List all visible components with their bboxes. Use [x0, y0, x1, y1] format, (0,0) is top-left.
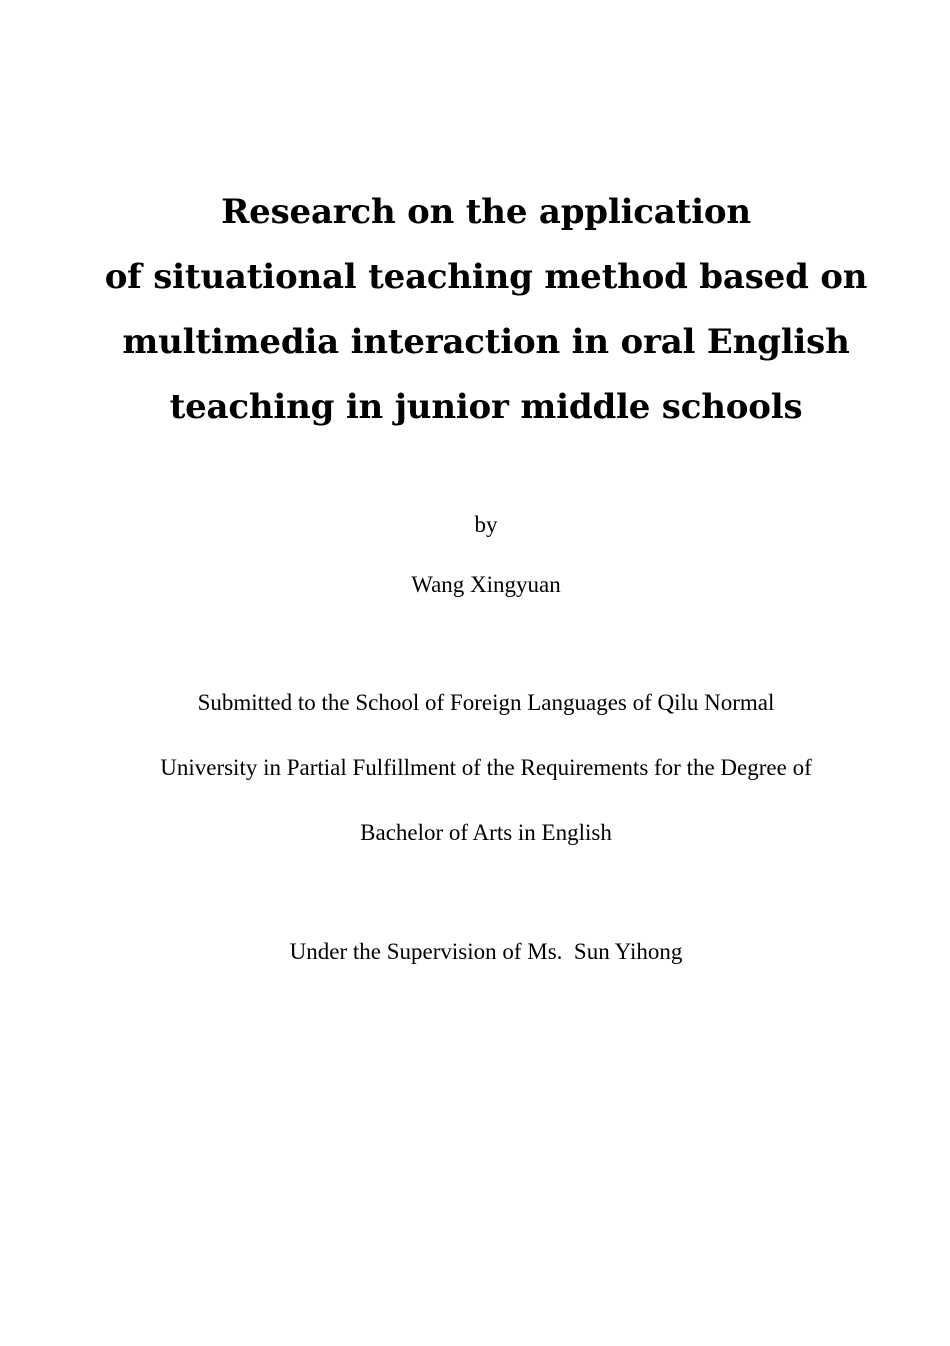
- supervision-statement: Under the Supervision of Ms. Sun Yihong: [289, 939, 683, 964]
- thesis-title: [0, 180, 950, 440]
- submission-line-3: Bachelor of Arts in English: [360, 820, 612, 845]
- by-label: by: [474, 512, 498, 537]
- author-name: Wang Xingyuan: [411, 572, 561, 597]
- title-line-4: teaching in junior middle schools: [169, 387, 803, 427]
- title-line-2: of situational teaching method based on: [104, 257, 868, 297]
- submission-line-1: Submitted to the School of Foreign Languages of Qilu Normal: [197, 690, 775, 715]
- submission-line-2: University in Partial Fulfillment of the Requirements for the Degree of: [160, 755, 812, 780]
- submission-statement: [0, 688, 950, 883]
- title-line-1: Research on the application: [221, 192, 751, 232]
- title-line-3: multimedia interaction in oral English: [122, 322, 850, 362]
